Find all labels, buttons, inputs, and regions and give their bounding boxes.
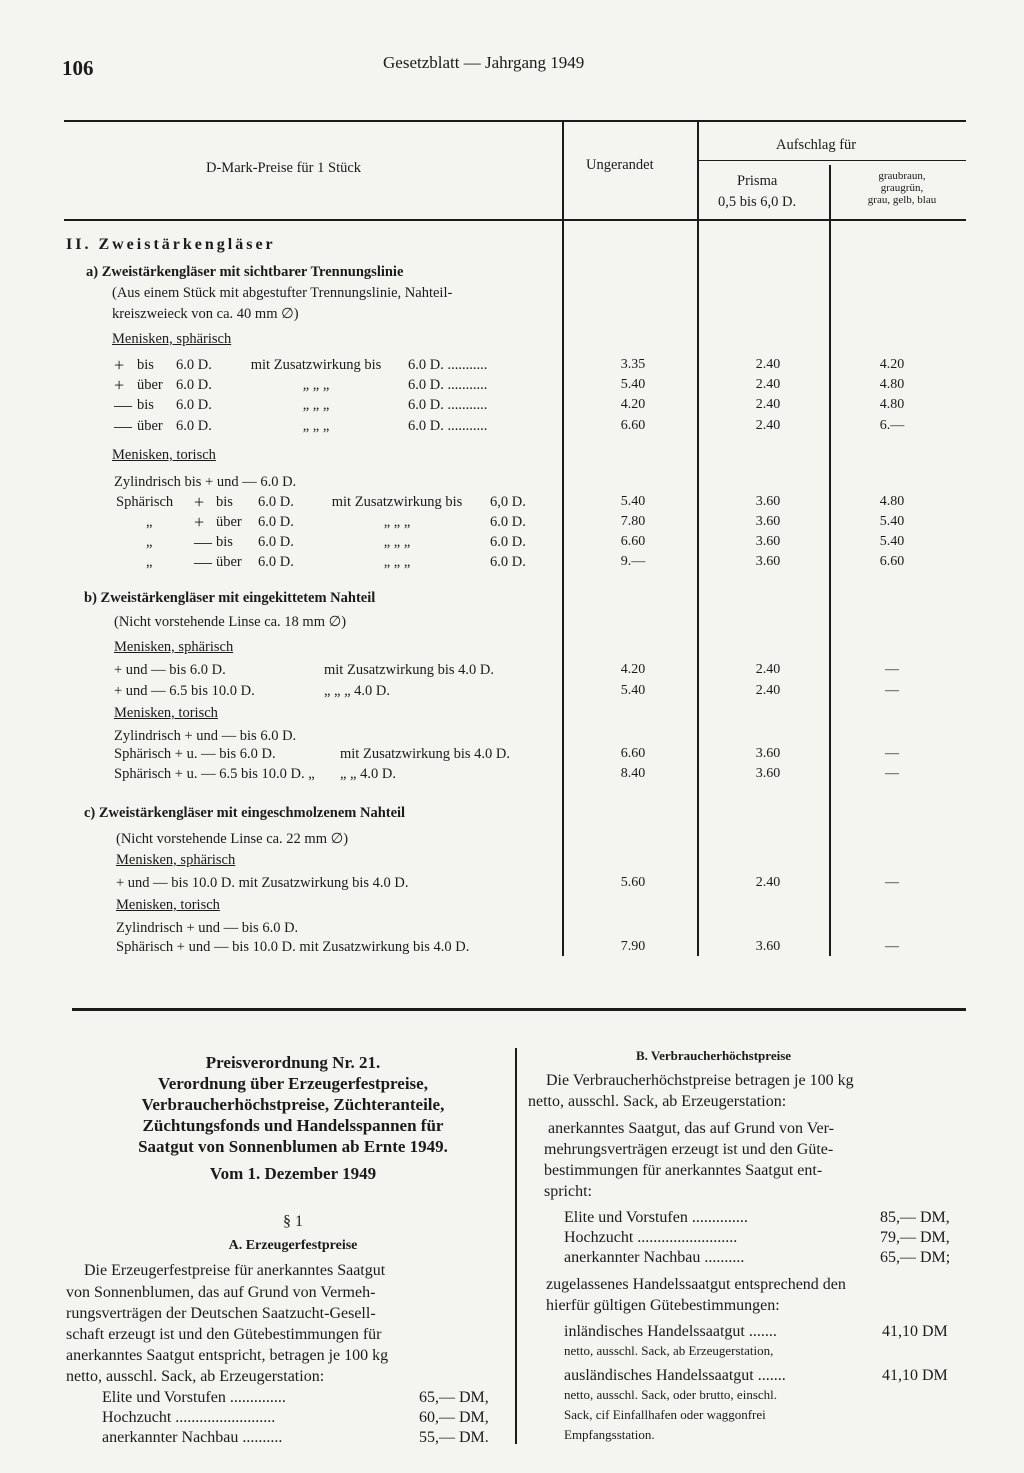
effect-text: „ „ „ [302, 377, 330, 393]
farbe-value: — [885, 746, 899, 761]
farbe-value: 6.60 [879, 554, 905, 569]
effect-value: 6,0 D. [490, 494, 526, 510]
ungerandet-value: 6.60 [620, 534, 646, 549]
ungerandet-value: 5.40 [620, 494, 646, 509]
sign: — [194, 552, 212, 572]
farbe-value: 4.80 [879, 377, 905, 392]
prisma-value: 2.40 [755, 357, 781, 372]
row-left: Sphärisch + u. — 6.5 bis 10.0 D. „ [114, 766, 315, 782]
prisma-value: 3.60 [755, 746, 781, 761]
b-menisken-tor: Menisken, torisch [114, 705, 218, 721]
diopter: 6.0 D. [258, 534, 294, 550]
sign: — [114, 395, 132, 415]
col-divider-2 [697, 120, 699, 956]
row-left: + und — 6.5 bis 10.0 D. [114, 683, 255, 699]
effect-text: mit Zusatzwirkung bis [250, 357, 382, 373]
farbe-value: 5.40 [879, 534, 905, 549]
diopter: 6.0 D. [176, 357, 212, 373]
ungerandet-value: 6.60 [620, 418, 646, 433]
effect-text: „ „ „ [302, 397, 330, 413]
price-value: 55,— DM. [419, 1429, 489, 1446]
subsection-c-title: c) Zweistärkengläser mit eingeschmolzenem Nahteil [84, 805, 406, 821]
paragraph-mark: § 1 [283, 1213, 303, 1230]
b-zylindrisch: Zylindrisch + und — bis 6.0 D. [114, 728, 297, 744]
prisma-value: 2.40 [755, 397, 781, 412]
diopter: 6.0 D. [176, 418, 212, 434]
decree-title-3: Züchtungsfonds und Handelsspannen für [142, 1116, 444, 1135]
effect-value: 6.0 D. ........... [408, 418, 488, 434]
c-row-1-text: + und — bis 10.0 D. mit Zusatzwirkung bis 4.0 D. [116, 875, 409, 891]
price-value: 85,— DM, [880, 1209, 950, 1226]
price-label: anerkannter Nachbau .......... [564, 1249, 745, 1266]
subsection-a-title: a) Zweistärkengläser mit sichtbarer Trennungslinie [86, 264, 404, 280]
section-separator [72, 1008, 966, 1011]
prisma-value: 3.60 [755, 534, 781, 549]
b-menisken-sph: Menisken, sphärisch [114, 639, 234, 655]
farbe-value: — [885, 766, 899, 781]
subsection-b-note: (Nicht vorstehende Linse ca. 18 mm ∅) [114, 614, 347, 630]
decree-title-2: Verbraucherhöchstpreise, Züchteranteile, [141, 1095, 445, 1114]
effect-value: 6.0 D. ........... [408, 357, 488, 373]
section-a-text-line: rungsverträgen der Deutschen Saatzucht-Gesell- [66, 1305, 376, 1322]
col-farbe-header: graubraun, graugrün, grau, gelb, blau [867, 170, 937, 206]
anerkannt-text-line: mehrungsverträgen erzeugt ist und den Güte- [544, 1141, 834, 1158]
subsection-b-title: b) Zweistärkengläser mit eingekittetem Nahteil [84, 590, 376, 606]
subsection-a-note-1: (Aus einem Stück mit abgestufter Trennungslinie, Nahteil- [112, 285, 453, 301]
range-word: über [216, 554, 242, 570]
prisma-value: 2.40 [755, 683, 781, 698]
col-desc-header: D-Mark-Preise für 1 Stück [206, 160, 362, 176]
ungerandet-value: 9.— [620, 554, 646, 569]
farbe-value: 4.80 [879, 397, 905, 412]
effect-value: 6.0 D. [490, 514, 526, 530]
inland-label: inländisches Handelssaatgut ....... [564, 1323, 777, 1340]
row-prefix: „ [146, 534, 153, 550]
zugelassen-text-line: zugelassenes Handelssaatgut entsprechend den [546, 1276, 846, 1293]
anerkannt-text-line: spricht: [544, 1183, 592, 1200]
price-label: Elite und Vorstufen .............. [564, 1209, 748, 1226]
effect-value: 6.0 D. ........... [408, 377, 488, 393]
ausland-label: ausländisches Handelssaatgut ....... [564, 1367, 786, 1384]
range-word: bis [216, 534, 233, 550]
ausland-sub-line: netto, ausschl. Sack, oder brutto, einschl. [564, 1387, 778, 1402]
a-zylindrisch: Zylindrisch bis + und — 6.0 D. [114, 474, 297, 490]
aufschlag-rule [698, 160, 966, 161]
sign: + [114, 355, 125, 375]
column-divider [515, 1048, 517, 1444]
farbe-value: 5.40 [879, 514, 905, 529]
col-divider-1 [562, 120, 564, 956]
effect-value: 6.0 D. ........... [408, 397, 488, 413]
row-right: „ „ „ 4.0 D. [324, 683, 391, 699]
subsection-c-note: (Nicht vorstehende Linse ca. 22 mm ∅) [116, 831, 349, 847]
ausland-sub-line: Empfangsstation. [564, 1427, 655, 1442]
ungerandet-value: 7.80 [620, 514, 646, 529]
effect-value: 6.0 D. [490, 554, 526, 570]
page-number: 106 [62, 56, 94, 80]
prisma-value: 2.40 [755, 377, 781, 392]
ungerandet-value: 8.40 [620, 766, 646, 781]
ungerandet-value: 5.40 [620, 377, 646, 392]
ungerandet-value: 4.20 [620, 662, 646, 677]
prisma-value: 3.60 [755, 766, 781, 781]
range-word: über [137, 377, 163, 393]
prisma-value: 3.60 [755, 554, 781, 569]
c-row-2-farbe: — [885, 939, 899, 954]
farbe-value: — [885, 662, 899, 677]
section-a-heading: A. Erzeugerfestpreise [228, 1238, 358, 1253]
section-a-text-line: netto, ausschl. Sack, ab Erzeugerstation: [66, 1368, 325, 1385]
section-b-heading: B. Verbraucherhöchstpreise [636, 1048, 792, 1063]
decree-title-1: Verordnung über Erzeugerfestpreise, [158, 1074, 428, 1093]
price-value: 79,— DM, [880, 1229, 950, 1246]
anerkannt-text-line: bestimmungen für anerkanntes Saatgut ent- [544, 1162, 823, 1179]
prisma-value: 3.60 [755, 514, 781, 529]
table-top-rule [64, 120, 966, 122]
c-row-2-prisma: 3.60 [755, 939, 781, 954]
row-prefix: „ [146, 514, 153, 530]
price-value: 65,— DM; [880, 1249, 951, 1266]
price-label: anerkannter Nachbau .......... [102, 1429, 283, 1446]
farbe-value: 6.— [879, 418, 905, 433]
sign: + [114, 375, 125, 395]
prisma-value: 3.60 [755, 494, 781, 509]
price-label: Elite und Vorstufen .............. [102, 1389, 286, 1406]
effect-text: mit Zusatzwirkung bis [331, 494, 463, 510]
price-label: Hochzucht ......................... [102, 1409, 276, 1426]
col-aufschlag-header: Aufschlag für [776, 137, 857, 153]
price-value: 60,— DM, [419, 1409, 489, 1426]
table-header-rule [64, 219, 966, 221]
row-right: mit Zusatzwirkung bis 4.0 D. [340, 746, 510, 762]
ungerandet-value: 5.40 [620, 683, 646, 698]
row-left: + und — bis 6.0 D. [114, 662, 226, 678]
decree-number: Preisverordnung Nr. 21. [205, 1053, 381, 1072]
range-word: bis [137, 357, 154, 373]
prisma-value: 2.40 [755, 418, 781, 433]
ungerandet-value: 6.60 [620, 746, 646, 761]
effect-text: „ „ „ [383, 534, 411, 550]
sign: — [194, 532, 212, 552]
range-word: über [137, 418, 163, 434]
inland-sub: netto, ausschl. Sack, ab Erzeugerstation, [564, 1343, 774, 1358]
range-word: bis [137, 397, 154, 413]
prisma-value: 2.40 [755, 662, 781, 677]
c-row-2-text: Sphärisch + und — bis 10.0 D. mit Zusatzwirkung bis 4.0 D. [116, 939, 470, 955]
ausland-sub-line: Sack, cif Einfallhafen oder waggonfrei [564, 1407, 766, 1422]
diopter: 6.0 D. [176, 377, 212, 393]
farbe-value: 4.80 [879, 494, 905, 509]
price-value: 65,— DM, [419, 1389, 489, 1406]
farbe-value: — [885, 683, 899, 698]
sign: + [194, 492, 205, 512]
range-word: bis [216, 494, 233, 510]
inland-value: 41,10 DM [882, 1323, 948, 1340]
ausland-value: 41,10 DM [882, 1367, 948, 1384]
c-row-2-ungerandet: 7.90 [620, 939, 646, 954]
section-a-text-line: Die Erzeugerfestpreise für anerkanntes Saatgut [84, 1262, 386, 1279]
row-right: „ „ 4.0 D. [340, 766, 396, 782]
c-zylindrisch: Zylindrisch + und — bis 6.0 D. [116, 920, 299, 936]
sign: + [194, 512, 205, 532]
farbe-value: 4.20 [879, 357, 905, 372]
effect-text: „ „ „ [383, 514, 411, 530]
zugelassen-text-line: hierfür gültigen Gütebestimmungen: [546, 1297, 780, 1314]
col-divider-3 [829, 165, 831, 956]
effect-text: „ „ „ [383, 554, 411, 570]
section-a-text-line: schaft erzeugt ist und den Gütebestimmungen für [66, 1326, 382, 1343]
a-menisken-sph: Menisken, sphärisch [112, 331, 232, 347]
diopter: 6.0 D. [176, 397, 212, 413]
col-prisma-header: Prisma [737, 173, 778, 189]
section-a-text-line: anerkanntes Saatgut entspricht, betragen je 100 kg [66, 1347, 389, 1364]
anerkannt-text-line: anerkanntes Saatgut, das auf Grund von Ver- [548, 1120, 834, 1137]
subsection-a-note-2: kreiszweieck von ca. 40 mm ∅) [112, 306, 299, 322]
col-ungerandet-header: Ungerandet [586, 157, 654, 173]
row-right: mit Zusatzwirkung bis 4.0 D. [324, 662, 494, 678]
price-label: Hochzucht ......................... [564, 1229, 738, 1246]
c-menisken-sph: Menisken, sphärisch [116, 852, 236, 868]
section-b-text-line: netto, ausschl. Sack, ab Erzeugerstation: [528, 1093, 787, 1110]
row-left: Sphärisch + u. — bis 6.0 D. [114, 746, 276, 762]
effect-text: „ „ „ [302, 418, 330, 434]
col-prisma-range: 0,5 bis 6,0 D. [718, 194, 797, 210]
sign: — [114, 416, 132, 436]
c-row-1-prisma: 2.40 [755, 875, 781, 890]
row-prefix: „ [146, 554, 153, 570]
row-prefix: Sphärisch [116, 494, 174, 510]
section-b-text-line: Die Verbraucherhöchstpreise betragen je 100 kg [546, 1072, 854, 1089]
decree-date: Vom 1. Dezember 1949 [209, 1164, 377, 1183]
diopter: 6.0 D. [258, 514, 294, 530]
diopter: 6.0 D. [258, 554, 294, 570]
effect-value: 6.0 D. [490, 534, 526, 550]
section-a-text-line: von Sonnenblumen, das auf Grund von Vermeh- [66, 1284, 376, 1301]
journal-title: Gesetzblatt — Jahrgang 1949 [383, 53, 585, 72]
a-menisken-tor: Menisken, torisch [112, 447, 216, 463]
c-row-1-farbe: — [885, 875, 899, 890]
range-word: über [216, 514, 242, 530]
diopter: 6.0 D. [258, 494, 294, 510]
ungerandet-value: 4.20 [620, 397, 646, 412]
ungerandet-value: 3.35 [620, 357, 646, 372]
section-title: II. Zweistärkengläser [66, 236, 276, 253]
decree-title-4: Saatgut von Sonnenblumen ab Ernte 1949. [138, 1137, 448, 1156]
c-menisken-tor: Menisken, torisch [116, 897, 220, 913]
c-row-1-ungerandet: 5.60 [620, 875, 646, 890]
